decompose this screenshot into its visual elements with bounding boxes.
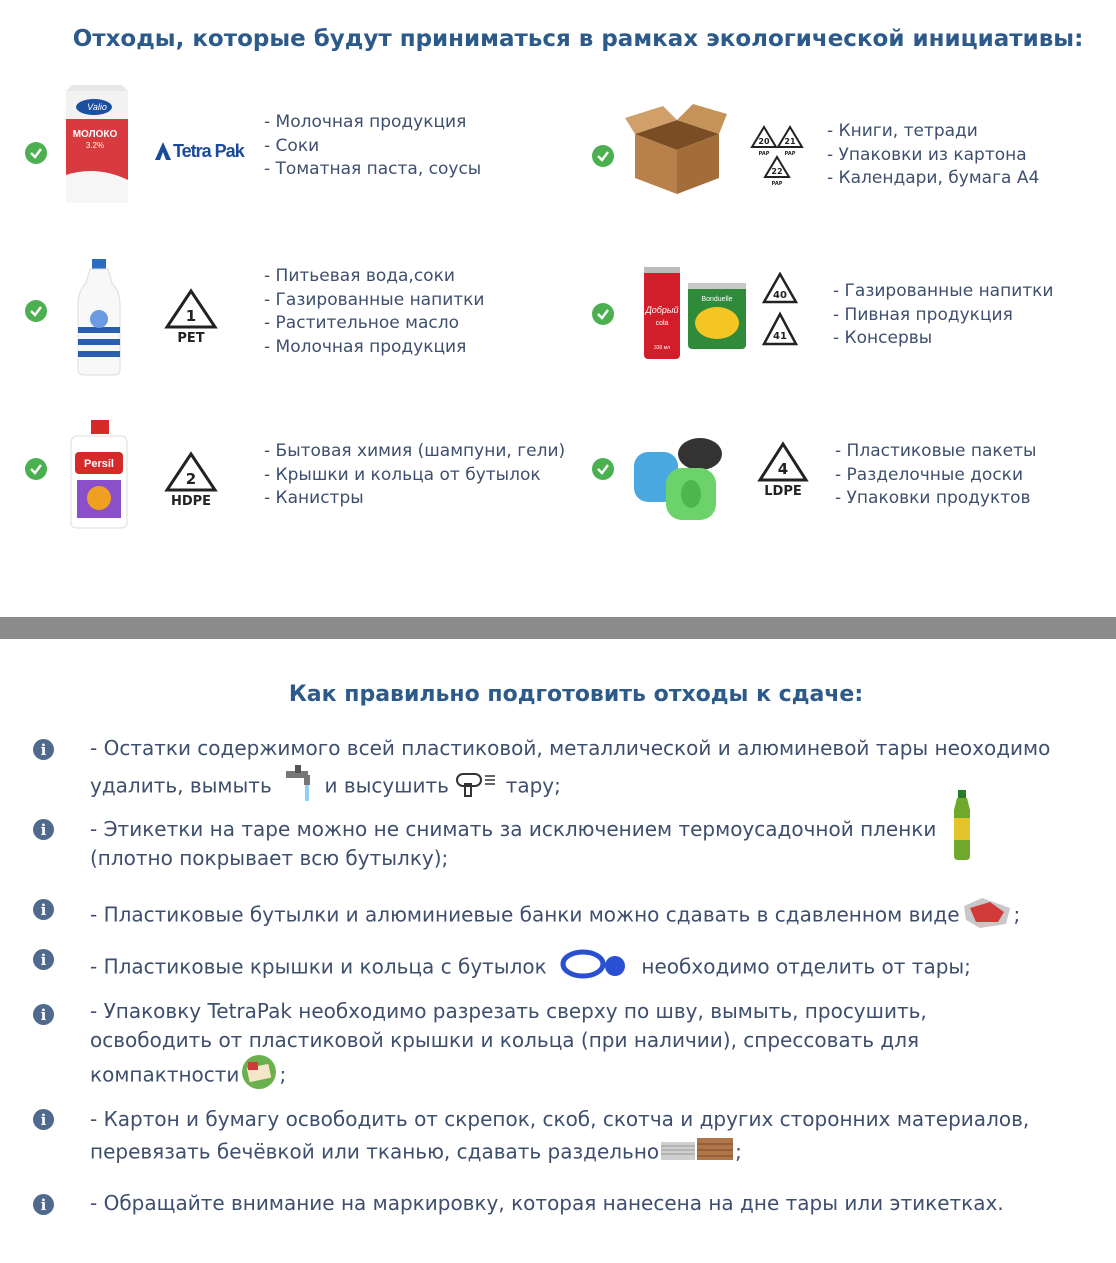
milk-bottle-image: [68, 257, 130, 379]
svg-text:1: 1: [185, 307, 197, 325]
tetrapak-icon: [153, 140, 173, 162]
list-item: - Соки: [264, 135, 481, 159]
svg-text:2: 2: [185, 470, 197, 488]
section-divider: [0, 617, 1116, 639]
hdpe-list: [264, 440, 565, 511]
bottle-caps-icon: [559, 944, 629, 992]
tip-6: - Картон и бумагу освободить от скрепок, скоб, скотча и других сторонних материалов, перевязать бечёвкой или тканью, сдавать раздельно ;: [90, 1105, 1080, 1171]
svg-text:21: 21: [784, 137, 796, 146]
svg-text:22: 22: [771, 167, 783, 176]
recycle-pet-icon: 1 PET: [160, 287, 222, 347]
check-icon: [25, 300, 47, 322]
list-item: - Упаковки из картона: [827, 144, 1039, 168]
check-icon: [592, 458, 614, 480]
cans-image: [640, 265, 750, 361]
recycle-hdpe-icon: 2 HDPE: [160, 450, 222, 510]
corn-brand-text: Bonduelle: [701, 296, 733, 303]
shrink-wrap-bottle-icon: [948, 790, 976, 860]
crushed-can-icon: [960, 894, 1014, 938]
svg-text:4: 4: [777, 460, 789, 478]
faucet-icon: [278, 763, 318, 811]
list-item: - Питьевая вода,соки: [264, 265, 484, 289]
tip-4: - Пластиковые крышки и кольца с бутылок необходимо отделить от тары;: [90, 944, 1080, 992]
paper-list: [827, 120, 1039, 191]
list-item: - Канистры: [264, 487, 565, 511]
tip-2: - Этикетки на таре можно не снимать за исключением термоусадочной пленки (плотно покрывает всю бутылку);: [90, 817, 937, 870]
info-icon: i: [33, 949, 54, 970]
list-item: - Календари, бумага А4: [827, 167, 1039, 191]
list-item: - Томатная паста, соусы: [264, 158, 481, 182]
tetrapak-logo: Tetra Pak: [153, 140, 244, 162]
svg-text:PAP: PAP: [784, 151, 796, 157]
svg-text:PAP: PAP: [771, 181, 783, 187]
info-icon: i: [33, 739, 54, 760]
svg-text:41: 41: [773, 331, 787, 342]
milk-fat-text: 3.2%: [85, 141, 105, 150]
detergent-brand-text: Persil: [84, 458, 114, 470]
metal-list: [833, 280, 1053, 351]
check-icon: [25, 458, 47, 480]
cardboard-box-image: [623, 100, 729, 196]
info-icon: i: [33, 1109, 54, 1130]
milk-name-text: МОЛОКО: [72, 129, 118, 140]
page-title: Отходы, которые будут приниматься в рамках экологической инициативы:: [72, 26, 1084, 52]
recycle-metal-icon: [762, 272, 798, 348]
plastic-bags-image: [630, 432, 728, 526]
check-icon: [25, 142, 47, 164]
list-item: - Крышки и кольца от бутылок: [264, 464, 565, 488]
can-volume-text: 330 мл: [653, 345, 671, 351]
detergent-bottle-image: [63, 418, 135, 530]
svg-text:PAP: PAP: [758, 151, 770, 157]
list-item: - Разделочные доски: [835, 464, 1036, 488]
tip-7: - Обращайте внимание на маркировку, которая нанесена на дне тары или этикетках.: [90, 1191, 1004, 1215]
check-icon: [592, 145, 614, 167]
list-item: - Пивная продукция: [833, 304, 1053, 328]
info-icon: i: [33, 899, 54, 920]
list-item: - Газированные напитки: [833, 280, 1053, 304]
section-title: Как правильно подготовить отходы к сдаче:: [288, 682, 864, 707]
recycle-pap-icon: [750, 125, 804, 187]
list-item: - Молочная продукция: [264, 111, 481, 135]
svg-text:20: 20: [758, 137, 770, 146]
hair-dryer-icon: [455, 768, 499, 806]
paper-bundle-icon: [659, 1134, 735, 1172]
pet-list: [264, 265, 484, 359]
tip-3: - Пластиковые бутылки и алюминиевые банки можно сдавать в сдавленном виде ;: [90, 894, 1080, 938]
svg-text:40: 40: [773, 290, 787, 301]
can-name-text: cola: [655, 320, 669, 327]
info-icon: i: [33, 819, 54, 840]
list-item: - Консервы: [833, 327, 1053, 351]
info-icon: i: [33, 1194, 54, 1215]
list-item: - Упаковки продуктов: [835, 487, 1036, 511]
list-item: - Бытовая химия (шампуни, гели): [264, 440, 565, 464]
list-item: - Книги, тетради: [827, 120, 1039, 144]
tip-5: - Упаковку TetraPak необходимо разрезать сверху по шву, вымыть, просушить, освободить от пластиковой крышки и кольца (при наличии), спрессовать для компактности ;: [90, 997, 970, 1098]
tip-1: - Остатки содержимого всей пластиковой, металлической и алюминевой тары неоходимо удалить, вымыть и высушить тару;: [90, 734, 1080, 810]
ldpe-list: [835, 440, 1036, 511]
info-icon: i: [33, 1004, 54, 1025]
recycle-ldpe-icon: 4 LDPE: [754, 440, 812, 500]
list-item: - Пластиковые пакеты: [835, 440, 1036, 464]
milk-brand-text: Valio: [87, 102, 107, 112]
tetrapak-list: [264, 111, 481, 182]
list-item: - Растительное масло: [264, 312, 484, 336]
can-brand-text: Добрый: [645, 305, 679, 315]
check-icon: [592, 303, 614, 325]
pressed-tetrapak-icon: [239, 1054, 279, 1098]
list-item: - Молочная продукция: [264, 336, 484, 360]
list-item: - Газированные напитки: [264, 289, 484, 313]
milk-carton-image: [62, 85, 136, 209]
